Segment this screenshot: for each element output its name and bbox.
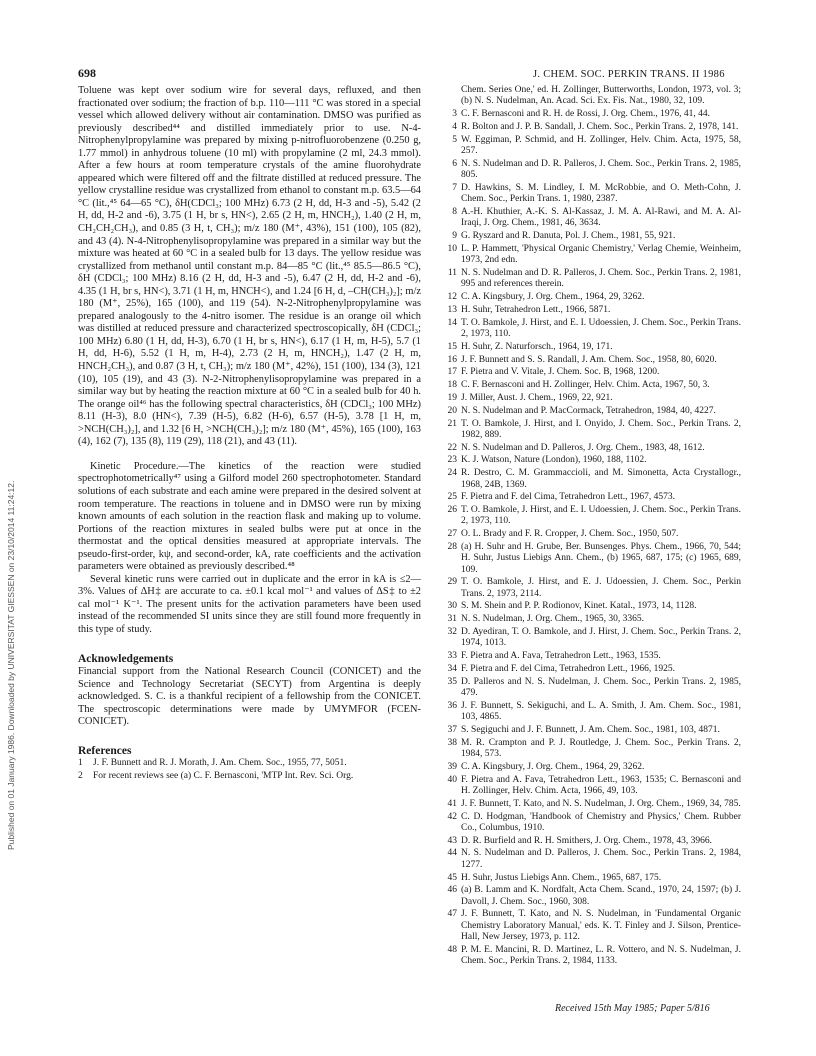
reference-text: N. S. Nudelman and D. Palleros, J. Org. Chem., 1983, 48, 1612. [461,442,705,453]
reference-number: 38 [447,737,457,748]
reference-number: 30 [447,601,457,612]
reference-number: 39 [447,761,457,772]
journal-running-head: J. CHEM. SOC. PERKIN TRANS. II 1986 [533,69,725,80]
reference-text: A.-H. Khuthier, A.-K. S. Al-Kassaz, J. M. A. Al-Rawi, and M. A. Al-Iraqi, J. Org. Chem., 1981, 46, 3634. [461,206,741,229]
reference-number: 31 [447,614,457,625]
reference-number: 32 [447,627,457,638]
reference-number: 18 [447,380,457,391]
right-column-references [441,85,741,969]
references-list-left [78,758,421,781]
reference-text: W. Eggiman, P. Schmid, and H. Zollinger, Helv. Chim. Acta, 1975, 58, 257. [461,134,741,156]
reference-text: C. F. Bernasconi and R. H. de Rossi, J. Org. Chem., 1976, 41, 44. [461,109,710,120]
reference-text: D. Hawkins, S. M. Lindley, I. M. McRobbie, and O. Meth-Cohn, J. Chem. Soc., Perkin Trans. 1, 1980, 2387. [461,182,741,205]
reference-number [441,85,461,108]
reference-text: T. O. Bamkole, J. Hirst, and I. Onyido, J. Chem. Soc., Perkin Trans. 2, 1982, 889. [461,418,741,440]
reference-text: N. S. Nudelman and D. R. Palleros, J. Chem. Soc., Perkin Trans. 2, 1985, 805. [461,158,741,181]
reference-number: 9 [452,231,457,242]
reference-item [441,812,741,835]
reference-text: S. M. Shein and P. P. Rodionov, Kinet. Katal., 1973, 14, 1128. [461,601,697,612]
received-date: Received 15th May 1985; Paper 5/816 [555,1003,710,1014]
reference-item [441,183,741,206]
acknowledgements-heading: Acknowledgements [78,652,174,665]
reference-number: 24 [447,468,457,479]
reference-number: 35 [447,676,457,687]
reference-text: N. S. Nudelman and D. R. Palleros, J. Chem. Soc., Perkin Trans. 2, 1981, 995 and references therein. [461,267,741,290]
reference-number: 42 [447,811,457,822]
reference-text: (a) H. Suhr and H. Grube, Ber. Bunsenges. Phys. Chem., 1966, 70, 544; H. Suhr, Justus Liebigs Ann. Chem., (b) 1965, 687, 175; (c) 1965, 689, 109. [461,541,741,575]
kinetic-runs-paragraph: Several kinetic runs were carried out in duplicate and the error in kA is ≤2—3%. Values of ΔH‡ are accurate to ca. ±0.1 kcal mol⁻¹ and values of ΔS‡ to ±2 cal mol⁻¹ K⁻¹. The present units for the activation parameters have been used instead of the recommended SI units since they are still found more frequently in this type of study. [78,573,421,635]
reference-item [441,355,741,366]
side-note-text: Published on 01 January 1986. Downloaded by UNIVERSITAT GIESSEN on 23/10/2014 11:24:12. [6,480,16,850]
reference-item [441,614,741,625]
reference-text: N. S. Nudelman and D. Palleros, J. Chem. Soc., Perkin Trans. 2, 1984, 1277. [461,848,741,870]
reference-text: H. Suhr, Z. Naturforsch., 1964, 19, 171. [461,341,613,352]
reference-number: 48 [447,944,457,955]
reference-text: J. F. Bunnett and S. S. Randall, J. Am. Chem. Soc., 1958, 80, 6020. [461,354,717,365]
reference-item [441,468,741,491]
reference-text: F. Pietra and A. Fava, Tetrahedron Lett., 1963, 1535. [461,651,661,662]
reference-item [441,577,741,600]
reference-text: J. F. Bunnett, T. Kato, and N. S. Nudelman, J. Org. Chem., 1969, 34, 785. [461,798,741,809]
reference-number: 10 [447,243,457,254]
reference-number: 12 [447,292,457,303]
reference-item [441,762,741,773]
reference-number: 27 [447,529,457,540]
reference-item [441,492,741,503]
reference-number: 21 [447,418,457,429]
reference-item [441,85,741,108]
reference-text: T. O. Bamkole, J. Hirst, and E. I. Udoessien, J. Chem. Soc., Perkin Trans. 2, 1973, 110. [461,317,741,339]
reference-item [441,848,741,871]
reference-number: 43 [447,835,457,846]
reference-item [441,292,741,303]
reference-item [441,231,741,242]
reference-text: K. J. Watson, Nature (London), 1960, 188, 1102. [461,455,647,466]
page-number: 698 [78,66,96,80]
reference-item [441,738,741,761]
reference-number: 37 [447,724,457,735]
reference-number: 5 [452,134,457,145]
acknowledgements-text: Financial support from the National Research Council (CONICET) and the Science and Technology Secretariat (SECYT) from Argentina is deeply acknowledged. S. C. is a thankful recipient of a fellowship from the CONICET. The spectroscopic determinations were made by UMYMFOR (FCEN-CONICET). [78,666,421,728]
reference-text: D. Ayediran, T. O. Bamkole, and J. Hirst, J. Chem. Soc., Perkin Trans. 2, 1974, 1013. [461,627,741,649]
references-heading: References [78,744,132,757]
reference-item [441,885,741,908]
reference-text: H. Suhr, Tetrahedron Lett., 1966, 5871. [461,304,611,315]
reference-item [441,725,741,736]
reference-number: 34 [447,663,457,674]
reference-item [441,945,741,968]
reference-text: F. Pietra and V. Vitale, J. Chem. Soc. B, 1968, 1200. [461,367,660,378]
reference-item [441,651,741,662]
reference-item [441,775,741,798]
reference-item [441,380,741,391]
reference-text: For recent reviews see (a) C. F. Bernasconi, 'MTP Int. Rev. Sci. Org. [93,771,354,782]
reference-number: 33 [447,651,457,662]
reference-number: 26 [447,505,457,516]
reference-text: J. F. Bunnett, T. Kato, and N. S. Nudelman, in 'Fundamental Organic Chemistry Laboratory Manual,' eds. K. T. Finley and J. Silson, Prentice-Hall, New Jersey, 1973, p. 112. [461,909,741,942]
reference-text: T. O. Bamkole, J. Hirst, and E. I. Udoessien, J. Chem. Soc., Perkin Trans. 2, 1973, 110. [461,505,741,527]
reference-item [441,601,741,612]
reference-number: 8 [452,206,457,217]
reference-text: F. Pietra and F. del Cima, Tetrahedron Lett., 1967, 4573. [461,492,675,503]
reference-number: 23 [447,455,457,466]
reference-item [441,505,741,528]
reference-item [441,542,741,576]
reference-text: C. D. Hodgman, 'Handbook of Chemistry and Physics,' Chem. Rubber Co., Columbus, 1910. [461,811,741,833]
reference-item [441,443,741,454]
reference-text: D. Palleros and N. S. Nudelman, J. Chem. Soc., Perkin Trans. 2, 1985, 479. [461,676,741,699]
reference-item [441,529,741,540]
reference-item [78,758,421,769]
reference-item [441,393,741,404]
reference-number: 29 [447,577,457,588]
reference-item [441,268,741,291]
reference-text: C. F. Bernasconi and H. Zollinger, Helv. Chim. Acta, 1967, 50, 3. [461,380,710,391]
reference-number: 45 [447,872,457,883]
reference-text: M. R. Crampton and P. J. Routledge, J. Chem. Soc., Perkin Trans. 2, 1984, 573. [461,737,741,760]
reference-item [441,159,741,182]
reference-number: 40 [447,774,457,785]
reference-text: Chem. Series One,' ed. H. Zollinger, Butterworths, London, 1973, vol. 3; (b) N. S. Nudelman, An. Acad. Sci. Ex. Fis. Nat., 1980, 32, 109. [461,85,741,107]
reference-text: S. Segiguchi and J. F. Bunnett, J. Am. Chem. Soc., 1981, 103, 4871. [461,724,720,735]
reference-item [441,799,741,810]
reference-item [441,305,741,316]
reference-number: 6 [452,158,457,169]
reference-text: J. Miller, Aust. J. Chem., 1969, 22, 921. [461,392,613,403]
reference-item [441,244,741,267]
reference-number: 20 [447,405,457,416]
reference-number: 7 [452,182,457,193]
reference-number: 17 [447,367,457,378]
reference-text: H. Suhr, Justus Liebigs Ann. Chem., 1965, 687, 175. [461,872,662,883]
reference-text: O. L. Brady and F. R. Cropper, J. Chem. Soc., 1950, 507. [461,529,679,540]
reference-number: 36 [447,700,457,711]
reference-number: 14 [447,317,457,328]
reference-text: G. Ryszard and R. Danuta, Pol. J. Chem., 1981, 55, 921. [461,231,676,242]
reference-text: N. S. Nudelman, J. Org. Chem., 1965, 30, 3365. [461,614,644,625]
reference-number: 1 [78,758,83,769]
reference-item [441,406,741,417]
reference-number: 11 [447,267,457,278]
reference-text: F. Pietra and F. del Cima, Tetrahedron Lett., 1966, 1925. [461,663,675,674]
reference-number: 41 [447,798,457,809]
reference-text: D. R. Burfield and R. H. Smithers, J. Org. Chem., 1978, 43, 3966. [461,835,713,846]
reference-number: 25 [447,492,457,503]
reference-text: P. M. E. Mancini, R. D. Martinez, L. R. Vottero, and N. S. Nudelman, J. Chem. Soc., Perkin Trans. 2, 1984, 1133. [461,944,741,967]
reference-text: J. F. Bunnett, S. Sekiguchi, and L. A. Smith, J. Am. Chem. Soc., 1981, 103, 4865. [461,700,741,723]
reference-number: 15 [447,341,457,352]
reference-number: 46 [447,885,457,896]
kinetic-procedure-paragraph: Kinetic Procedure.—The kinetics of the reaction were studied spectrophotometrically⁴⁷ using a Gilford model 260 spectrophotometer. Standard solutions of each substrate and each amine were prepared in the desired solvent at room temperature. The reactions in toluene and in DMSO were run by mixing known amounts of each solution in the reaction flask and making up to volume. Portions of the reaction mixtures in sealed bulbs were put at once in the thermostat and the optical densities measured at appropriate intervals. The pseudo-first-order, kψ, and second-order, kA, rate coefficients and the activation parameters were obtained as previously described.⁴⁸ [78,460,421,573]
download-side-note [4,210,18,850]
reference-number: 2 [78,771,83,782]
reference-item [441,701,741,724]
reference-number: 19 [447,392,457,403]
reference-item [441,109,741,120]
reference-item [78,771,421,781]
reference-item [441,909,741,943]
reference-item [441,664,741,675]
reference-item [441,122,741,133]
reference-item [441,135,741,158]
reference-item [441,207,741,230]
reference-text: J. F. Bunnett and R. J. Morath, J. Am. Chem. Soc., 1955, 77, 5051. [93,758,347,769]
reference-text: L. P. Hammett, 'Physical Organic Chemistry,' Verlag Chemie, Weinheim, 1973, 2nd edn. [461,243,741,266]
reference-number: 22 [447,442,457,453]
reference-text: (a) B. Lamm and K. Nordfalt, Acta Chem. Scand., 1970, 24, 1597; (b) J. Davoll, J. Chem. Soc., 1960, 308. [461,885,741,907]
reference-text: C. A. Kingsbury, J. Org. Chem., 1964, 29, 3262. [461,292,645,303]
reference-item [441,367,741,378]
reference-item [441,455,741,466]
reference-item [441,627,741,650]
reference-number: 28 [447,541,457,552]
reference-text: C. A. Kingsbury, J. Org. Chem., 1964, 29, 3262. [461,761,645,772]
reference-text: F. Pietra and A. Fava, Tetrahedron Lett., 1963, 1535; C. Bernasconi and H. Zollinger, Helv. Chim. Acta, 1966, 49, 103. [461,774,741,796]
reference-number: 4 [452,121,457,132]
reference-text: R. Bolton and J. P. B. Sandall, J. Chem. Soc., Perkin Trans. 2, 1978, 141. [461,121,739,132]
reference-item [441,342,741,353]
left-column [78,85,421,783]
reference-number: 16 [447,354,457,365]
reference-item [441,677,741,700]
reference-number: 13 [447,304,457,315]
reference-item [441,873,741,884]
reference-number: 3 [452,109,457,120]
reference-text: R. Destro, C. M. Grammaccioli, and M. Simonetta, Acta Crystallogr., 1968, 24B, 1369. [461,468,741,490]
reference-number: 47 [447,909,457,920]
reference-text: N. S. Nudelman and P. MacCormack, Tetrahedron, 1984, 40, 4227. [461,405,716,416]
reference-item [441,419,741,442]
experimental-paragraph: Toluene was kept over sodium wire for several days, refluxed, and then fractionated over sodium; the fraction of b.p. 110—111 °C was stored in a special vessel which allowed delivery without air contamination. DMSO was purified as previously described⁴⁴ and distilled immediately prior to use. N-4-Nitrophenylpropylamine was prepared by mixing p-nitrofluorobenzene (0.250 g, 1.77 mmol) in anhydrous toluene (10 ml) with propylamine (2 ml, 24.3 mmol). After a few hours at room temperature crystals of the amine fluorohydrate appeared which were filtered off and the filtrate distilled at reduced pressure. The yellow crystalline residue was crystallized from ethanol to constant m.p. 63.5—64 °C (lit.,⁴⁵ 64—65 °C), δH(CDCl₃; 100 MHz) 6.73 (2 H, dd, H-3 and -5), 5.42 (2 H, dd, H-2 and -6), 3.75 (1 H, br s, HN<), 2.65 (2 H, m, HNCH₂), 1.40 (2 H, m, CH₂CH₂CH₃), and 0.85 (3 H, t, CH₃); m/z 180 (M⁺, 43%), 151 (100), 105 (82), and 43 (4). N-4-Nitrophenylisopropylamine was prepared in a similar way but the mixture was heated at 60 °C in a sealed bulb for 13 days. The yellow residue was crystallized from methanol until constant m.p. 84—85 °C (lit.,⁴⁵ 85.5—86.5 °C), δH (CDCl₃; 100 MHz) 8.16 (2 H, dd, H-3 and -5), 6.47 (2 H, dd, H-2 and -6), 4.35 (1 H, br s, HN<), 3.71 (1 H, m, HNCH<), and 1.24 [6 H, d, –CH(CH₃)₂]; m/z 180 (M⁺, 25%), 165 (100), and 119 (54). N-2-Nitrophenylpropylamine was prepared analogously to the 4-nitro isomer. The residue is an orange oil which was distilled at reduced pressure and characterized spectroscopically, δH (CDCl₃; 100 MHz) 6.80 (1 H, dd, H-3), 6.70 (1 H, br s, HN<), 6.17 (1 H, m, H-5), 5.7 (1 H, dd, H-6), 5.52 (1 H, m, H-4), 2.73 (2 H, m, HNCH₂), 1.47 (2 H, m, HNCH₂CH₃), and 0.87 (3 H, t, CH₃); m/z 180 (M⁺, 42%), 151 (100), 134 (3), 121 (10), 105 (19), and 43 (3). N-2-Nitrophenylisopropylamine was prepared in a similar way but by heating the reaction mixture at 60 °C in a sealed bulb for 40 h. The orange oil⁴⁶ has the following spectral characteristics, δH (CDCl₃; 100 MHz) 8.11 (H-3), 8.0 (HN<), 7.39 (H-5), 6.82 (H-6), 6.57 (H-5), 3.78 [1 H, m, >NCH(CH₃)₂], and 1.32 [6 H, >NCH(CH₃)₂]; m/z 180 (M⁺, 45%), 165 (100), 163 (4), 162 (7), 135 (8), 119 (29), 118 (21), and 43 (11). [78,85,421,448]
reference-number: 44 [447,848,457,859]
reference-item [441,318,741,341]
reference-text: T. O. Bamkole, J. Hirst, and E. J. Udoessien, J. Chem. Soc., Perkin Trans. 2, 1973, 2114. [461,577,741,599]
reference-item [441,836,741,847]
